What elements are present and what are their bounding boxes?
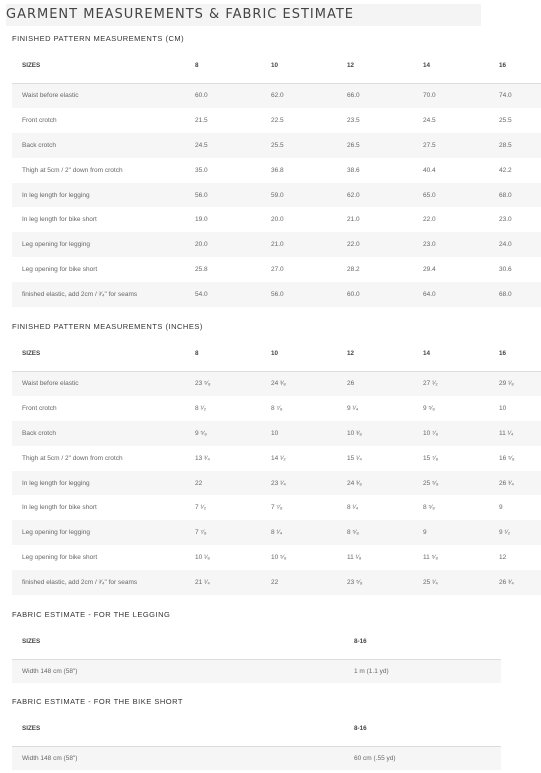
cell-value: 27 ¹⁄₂ xyxy=(423,380,438,388)
column-header: 14 xyxy=(423,62,431,70)
row-label: In leg length for legging xyxy=(22,479,90,487)
row-label: Waist before elastic xyxy=(22,380,79,388)
cell-value: 56.0 xyxy=(271,291,284,299)
row-label: Waist before elastic xyxy=(22,92,79,100)
column-header: SIZES xyxy=(22,350,41,358)
column-header: 16 xyxy=(499,62,507,70)
cm-measurements-table xyxy=(12,49,541,307)
table-row xyxy=(12,495,541,520)
cell-value: 12 xyxy=(499,554,507,562)
inches-measurements-table xyxy=(12,337,541,595)
row-label: In leg length for bike short xyxy=(22,216,97,224)
column-header: SIZES xyxy=(22,62,41,70)
row-label: In leg length for legging xyxy=(22,191,90,199)
cell-value: 9 ¹⁄₂ xyxy=(499,529,511,537)
cell-value: 26 ³⁄₄ xyxy=(499,579,514,587)
cell-value: 23.5 xyxy=(347,116,360,124)
cell-value: 26 xyxy=(347,380,355,388)
row-label: Back crotch xyxy=(22,429,56,437)
cell-value: 62.0 xyxy=(271,92,284,100)
cell-value: 23 ⁵⁄₈ xyxy=(347,579,363,587)
cell-value: 15 ⁷⁄₈ xyxy=(423,454,439,462)
cell-value: 7 ¹⁄₂ xyxy=(195,504,207,512)
fabric-legging-title: FABRIC ESTIMATE - FOR THE LEGGING xyxy=(12,610,171,619)
row-label: Leg opening for legging xyxy=(22,241,90,249)
cm-table-title: FINISHED PATTERN MEASUREMENTS (CM) xyxy=(12,34,185,43)
cell-value: 10 ³⁄₈ xyxy=(347,429,362,437)
row-label: Leg opening for bike short xyxy=(22,266,98,274)
cell-value: 35.0 xyxy=(195,166,208,174)
fabric-bike-title: FABRIC ESTIMATE - FOR THE BIKE SHORT xyxy=(12,697,183,706)
row-label: In leg length for bike short xyxy=(22,504,97,512)
cell-value: 7 ⁷⁄₈ xyxy=(271,504,283,512)
row-label: Leg opening for bike short xyxy=(22,554,98,562)
column-header: SIZES xyxy=(22,638,41,646)
row-label: Front crotch xyxy=(22,404,57,412)
table-header-row xyxy=(12,337,541,371)
row-label: Width 148 cm (58") xyxy=(22,667,78,675)
table-header-row xyxy=(12,712,501,746)
cell-value: 24 ³⁄₈ xyxy=(271,380,286,388)
cell-value: 1 m (1.1 yd) xyxy=(354,667,389,675)
cell-value: 30.6 xyxy=(499,266,512,274)
cell-value: 59.0 xyxy=(271,191,284,199)
row-label: Thigh at 5cm / 2" down from crotch xyxy=(22,166,123,174)
cell-value: 23.0 xyxy=(423,241,436,249)
column-header: 10 xyxy=(271,350,279,358)
cell-value: 22.0 xyxy=(347,241,360,249)
cell-value: 9 xyxy=(499,504,503,512)
cell-value: 62.0 xyxy=(347,191,360,199)
cell-value: 24.5 xyxy=(195,141,208,149)
cell-value: 11 ⁵⁄₈ xyxy=(423,554,439,562)
cell-value: 74.0 xyxy=(499,92,512,100)
cell-value: 10 xyxy=(271,429,279,437)
table-row xyxy=(12,659,501,683)
column-header: 8-16 xyxy=(354,725,367,733)
table-row xyxy=(12,158,541,183)
cell-value: 23 ⁵⁄₈ xyxy=(195,380,211,388)
column-header: 10 xyxy=(271,62,279,70)
cell-value: 10 ⁵⁄₈ xyxy=(271,554,287,562)
cell-value: 56.0 xyxy=(195,191,208,199)
table-row xyxy=(12,232,541,257)
page-title: GARMENT MEASUREMENTS & FABRIC ESTIMATE xyxy=(6,7,354,22)
cell-value: 40.4 xyxy=(423,166,436,174)
row-label: Width 148 cm (58") xyxy=(22,754,78,762)
cell-value: 38.6 xyxy=(347,166,360,174)
table-row xyxy=(12,471,541,496)
cell-value: 66.0 xyxy=(347,92,360,100)
table-row xyxy=(12,371,541,396)
cell-value: 15 ¹⁄₄ xyxy=(347,454,362,462)
cell-value: 60.0 xyxy=(195,92,208,100)
table-header-row xyxy=(12,49,541,83)
cell-value: 24.0 xyxy=(499,241,512,249)
table-row xyxy=(12,446,541,471)
cell-value: 24 ³⁄₈ xyxy=(347,479,362,487)
column-header: 14 xyxy=(423,350,431,358)
cell-value: 27.5 xyxy=(423,141,436,149)
table-row xyxy=(12,282,541,307)
cell-value: 11 ¹⁄₄ xyxy=(499,429,514,437)
table-row xyxy=(12,396,541,421)
cell-value: 10 xyxy=(499,404,507,412)
column-header: 8-16 xyxy=(354,638,367,646)
cell-value: 26 ³⁄₄ xyxy=(499,479,514,487)
cell-value: 8 ⁵⁄₈ xyxy=(423,504,435,512)
cell-value: 42.2 xyxy=(499,166,512,174)
column-header: SIZES xyxy=(22,725,41,733)
cell-value: 68.0 xyxy=(499,291,512,299)
cell-value: 9 ⁵⁄₈ xyxy=(423,404,435,412)
inches-table-title: FINISHED PATTERN MEASUREMENTS (INCHES) xyxy=(12,322,203,331)
cell-value: 20.0 xyxy=(271,216,284,224)
cell-value: 21.0 xyxy=(271,241,284,249)
cell-value: 26.5 xyxy=(347,141,360,149)
cell-value: 8 ⁷⁄₈ xyxy=(271,404,283,412)
column-header: 16 xyxy=(499,350,507,358)
table-row xyxy=(12,207,541,232)
cell-value: 14 ¹⁄₂ xyxy=(271,454,286,462)
table-row xyxy=(12,108,541,133)
column-header: 12 xyxy=(347,350,355,358)
cell-value: 10 ⁷⁄₈ xyxy=(423,429,439,437)
cell-value: 8 ¹⁄₄ xyxy=(347,504,359,512)
cell-value: 10 ¹⁄₈ xyxy=(195,554,210,562)
cell-value: 21.0 xyxy=(347,216,360,224)
cell-value: 21 ¹⁄₄ xyxy=(195,579,210,587)
cell-value: 25 ⁵⁄₈ xyxy=(423,479,439,487)
table-row xyxy=(12,520,541,545)
cell-value: 25.5 xyxy=(271,141,284,149)
cell-value: 11 ¹⁄₈ xyxy=(347,554,362,562)
cell-value: 22.0 xyxy=(423,216,436,224)
table-row xyxy=(12,257,541,282)
cell-value: 29.4 xyxy=(423,266,436,274)
cell-value: 27.0 xyxy=(271,266,284,274)
column-header: 8 xyxy=(195,62,199,70)
cell-value: 23 ¹⁄₄ xyxy=(271,479,286,487)
cell-value: 9 ⁵⁄₈ xyxy=(195,429,207,437)
cell-value: 20.0 xyxy=(195,241,208,249)
cell-value: 25.8 xyxy=(195,266,208,274)
cell-value: 28.2 xyxy=(347,266,360,274)
cell-value: 7 ⁷⁄₈ xyxy=(195,529,207,537)
column-header: 12 xyxy=(347,62,355,70)
row-label: Thigh at 5cm / 2" down from crotch xyxy=(22,454,123,462)
cell-value: 9 xyxy=(423,529,427,537)
row-label: finished elastic, add 2cm / ³⁄₄" for seams xyxy=(22,291,138,299)
cell-value: 28.5 xyxy=(499,141,512,149)
cell-value: 29 ¹⁄₈ xyxy=(499,380,514,388)
table-row xyxy=(12,83,541,108)
row-label: finished elastic, add 2cm / ³⁄₄" for seams xyxy=(22,579,138,587)
cell-value: 22.5 xyxy=(271,116,284,124)
cell-value: 22 xyxy=(195,479,203,487)
cell-value: 8 ⁵⁄₈ xyxy=(347,529,359,537)
fabric-legging-table xyxy=(12,625,501,683)
cell-value: 19.0 xyxy=(195,216,208,224)
table-row xyxy=(12,545,541,570)
cell-value: 64.0 xyxy=(423,291,436,299)
cell-value: 60.0 xyxy=(347,291,360,299)
cell-value: 8 ¹⁄₄ xyxy=(271,529,283,537)
table-row xyxy=(12,133,541,158)
cell-value: 54.0 xyxy=(195,291,208,299)
cell-value: 23.0 xyxy=(499,216,512,224)
cell-value: 36.8 xyxy=(271,166,284,174)
cell-value: 60 cm (.55 yd) xyxy=(354,754,396,762)
cell-value: 65.0 xyxy=(423,191,436,199)
cell-value: 21.5 xyxy=(195,116,208,124)
cell-value: 25.5 xyxy=(499,116,512,124)
cell-value: 13 ³⁄₄ xyxy=(195,454,210,462)
fabric-bike-table xyxy=(12,712,501,770)
table-header-row xyxy=(12,625,501,659)
table-row xyxy=(12,421,541,446)
column-header: 8 xyxy=(195,350,199,358)
cell-value: 8 ¹⁄₂ xyxy=(195,404,207,412)
row-label: Leg opening for legging xyxy=(22,529,90,537)
table-row xyxy=(12,746,501,770)
table-row xyxy=(12,570,541,595)
cell-value: 70.0 xyxy=(423,92,436,100)
cell-value: 9 ¹⁄₄ xyxy=(347,404,359,412)
cell-value: 16 ⁵⁄₈ xyxy=(499,454,515,462)
row-label: Front crotch xyxy=(22,116,57,124)
cell-value: 22 xyxy=(271,579,279,587)
row-label: Back crotch xyxy=(22,141,56,149)
table-row xyxy=(12,183,541,208)
cell-value: 68.0 xyxy=(499,191,512,199)
cell-value: 24.5 xyxy=(423,116,436,124)
cell-value: 25 ¹⁄₄ xyxy=(423,579,438,587)
